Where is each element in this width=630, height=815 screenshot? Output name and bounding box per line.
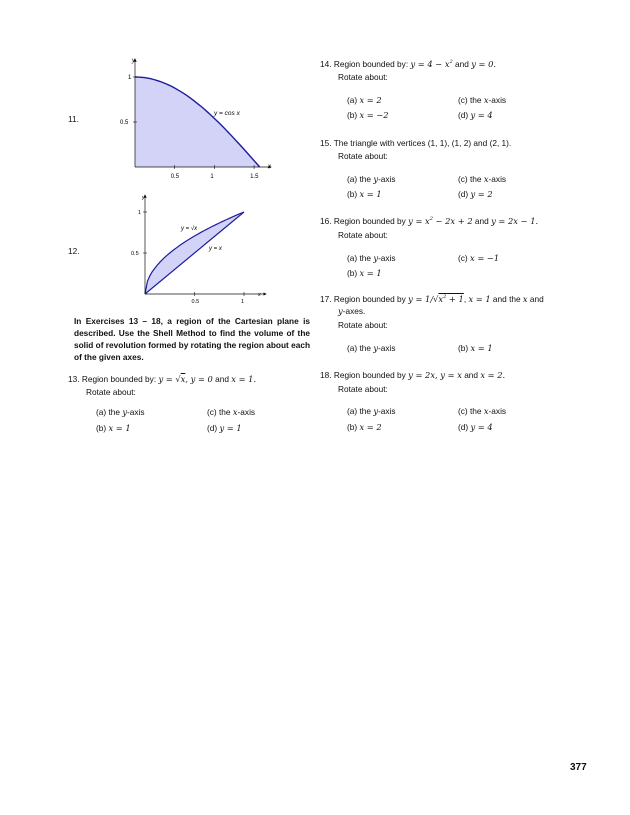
exercise-15-rotate: Rotate about: — [338, 151, 388, 161]
exercise-12-x-tick-label: 1 — [241, 299, 245, 305]
exercise-14: 14. Region bounded by: $y = 4 - x^2$ and y = 0. — [320, 59, 497, 69]
exercise-13-option-c: (c) the x-axis — [207, 407, 256, 417]
exercise-13-option-d: (d) y = 1 — [207, 423, 242, 433]
exercise-12-sqrt-label: y = √x — [181, 226, 198, 232]
exercise-18-option-c: (c) the x-axis — [458, 406, 507, 416]
exercise-18-option-a: (a) the y-axis — [347, 406, 396, 416]
exercise-13-option-a: (a) the y-axis — [96, 407, 145, 417]
exercise-13-number: 13. — [68, 374, 80, 384]
exercise-11-y-label: y — [132, 58, 135, 64]
exercise-14-option-b: (b) x = −2 — [347, 110, 389, 120]
exercise-17-rotate: Rotate about: — [338, 320, 388, 330]
exercise-12-graph — [125, 190, 275, 305]
exercise-11-x-tick-label: 0.5 — [170, 174, 180, 180]
exercise-16-option-b: (b) x = 1 — [347, 268, 382, 278]
exercise-16: 16. Region bounded by $y = x^2 - 2x + 2$ and y = 2x − 1. — [320, 216, 539, 226]
exercise-12-x-label: x — [258, 292, 261, 298]
exercise-14-rotate: Rotate about: — [338, 72, 388, 82]
exercise-11-x-tick-label: 1.5 — [250, 174, 259, 180]
exercise-14-option-d: (d) y = 4 — [458, 110, 493, 120]
exercise-12-y-label: y — [142, 195, 145, 201]
exercise-17-option-b: (b) x = 1 — [458, 343, 493, 353]
exercise-15-option-c: (c) the x-axis — [458, 174, 507, 184]
exercise-13-lead: Region bounded by: — [81, 374, 157, 384]
exercise-12-line-label: y = x — [209, 246, 222, 252]
exercise-12-line — [145, 212, 244, 294]
exercise-15-option-d: (d) y = 2 — [458, 189, 493, 199]
exercise-17: 17. Region bounded by $y = 1/√x^2 + 1$, x = 1 and the x and — [320, 294, 544, 304]
exercise-13-rotate: Rotate about: — [86, 387, 136, 397]
exercise-12-y-tick-label: 0.5 — [131, 251, 139, 257]
exercise-13-and: and — [215, 374, 229, 384]
exercise-14-option-a: (a) x = 2 — [347, 95, 382, 105]
exercise-12-y-tick-label: 1 — [138, 210, 142, 216]
exercise-17-cont: y-axes. — [338, 306, 366, 316]
exercise-14-option-c: (c) the x-axis — [458, 95, 507, 105]
exercise-15-option-b: (b) x = 1 — [347, 189, 382, 199]
exercise-12-x-tick-label: 0.5 — [191, 299, 200, 305]
exercise-11-x-label: x — [268, 164, 271, 170]
exercise-16-option-a: (a) the y-axis — [347, 253, 396, 263]
exercise-11-y-tick-label: 1 — [128, 75, 132, 81]
exercise-13: 13. Region bounded by: y = √x, y = 0 and x = 1. — [68, 374, 257, 384]
exercise-18-rotate: Rotate about: — [338, 384, 388, 394]
exercise-13-option-b: (b) x = 1 — [96, 423, 131, 433]
exercise-18-option-b: (b) x = 2 — [347, 422, 382, 432]
exercise-11-y-tick-label: 0.5 — [120, 120, 129, 126]
exercise-12-number: 12. — [68, 246, 80, 256]
exercise-15-option-a: (a) the y-axis — [347, 174, 396, 184]
exercise-16-rotate: Rotate about: — [338, 230, 388, 240]
exercise-11-graph — [110, 55, 280, 180]
exercise-11-region — [135, 77, 260, 167]
page-number: 377 — [570, 762, 587, 773]
exercise-11-curve-label: y = cos x — [214, 110, 240, 117]
exercise-15: 15. The triangle with vertices (1, 1), (1, 2) and (2, 1). — [320, 138, 512, 148]
exercise-17-option-a: (a) the y-axis — [347, 343, 396, 353]
exercise-18: 18. Region bounded by y = 2x, y = x and x = 2. — [320, 370, 506, 380]
exercise-18-option-d: (d) y = 4 — [458, 422, 493, 432]
exercise-11-number: 11. — [68, 114, 79, 124]
exercises-intro: In Exercises 13 – 18, a region of the Cartesian plane is described. Use the Shell Method to find the volume of the solid of revolution formed by rotating the region about each of the given axes. — [74, 316, 311, 362]
exercise-13-math: y = √x, y = 0 — [158, 374, 213, 384]
exercise-11-x-tick-label: 1 — [210, 174, 214, 180]
exercise-16-option-c: (c) x = −1 — [458, 253, 500, 263]
